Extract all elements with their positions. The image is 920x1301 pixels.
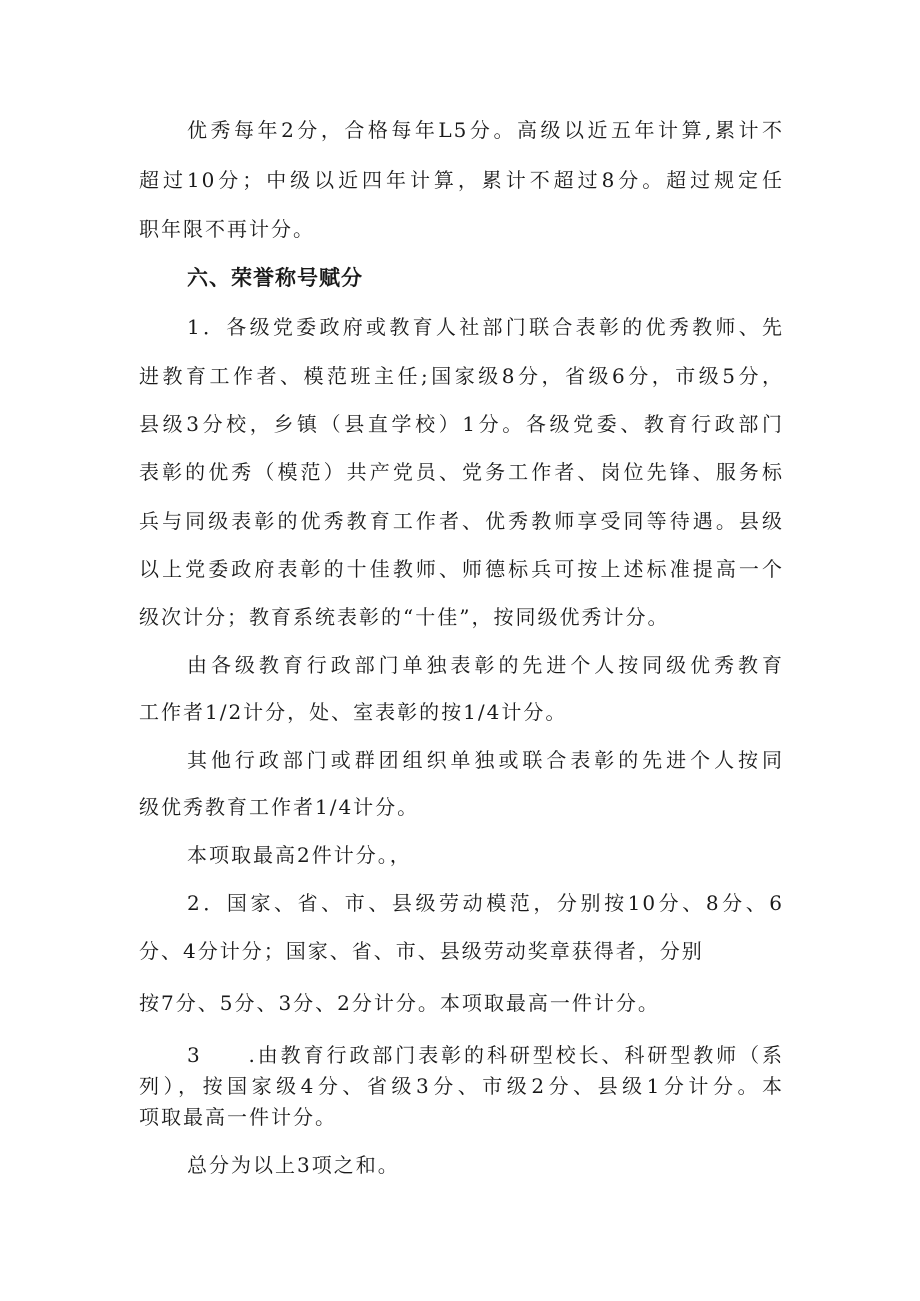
paragraph-1-line-1: 优秀每年2分，合格每年L5分。高级以近五年计算,累计不 [187, 118, 784, 142]
paragraph-6-line-1: 2．国家、省、市、县级劳动模范，分别按10分、8分、6 [187, 891, 784, 915]
paragraph-3-line-1: 由各级教育行政部门单独表彰的先进个人按同级优秀教育 [187, 653, 784, 677]
section-heading-six: 六、荣誉称号赋分 [187, 266, 363, 290]
paragraph-6-line-2: 分、4分计分；国家、省、市、县级劳动奖章获得者，分别 [139, 939, 704, 963]
paragraph-7-line-1: 3 .由教育行政部门表彰的科研型校长、科研型教师（系 [187, 1043, 784, 1067]
paragraph-7-line-3: 项取最高一件计分。 [139, 1105, 337, 1129]
paragraph-8-line-1: 总分为以上3项之和。 [187, 1153, 400, 1177]
paragraph-4-line-2: 级优秀教育工作者1/4计分。 [139, 795, 420, 819]
paragraph-5-line-1: 本项取最高2件计分。， [187, 843, 412, 867]
paragraph-3-line-2: 工作者1/2计分，处、室表彰的按1/4计分。 [139, 700, 568, 724]
paragraph-2-line-4: 表彰的优秀（模范）共产党员、党务工作者、岗位先锋、服务标 [139, 460, 784, 484]
paragraph-4-line-1: 其他行政部门或群团组织单独或联合表彰的先进个人按同 [187, 748, 784, 772]
paragraph-2-line-1: 1．各级党委政府或教育人社部门联合表彰的优秀教师、先 [187, 315, 784, 339]
paragraph-2-line-5: 兵与同级表彰的优秀教育工作者、优秀教师享受同等待遇。县级 [139, 509, 784, 533]
paragraph-1-line-2: 超过10分；中级以近四年计算，累计不超过8分。超过规定任 [139, 168, 784, 192]
paragraph-1-line-3: 职年限不再计分。 [139, 217, 315, 241]
paragraph-2-line-7: 级次计分；教育系统表彰的“十佳”，按同级优秀计分。 [139, 605, 670, 629]
paragraph-2-line-2: 进教育工作者、模范班主任;国家级8分，省级6分，市级5分， [139, 364, 784, 388]
paragraph-2-line-6: 以上党委政府表彰的十佳教师、师德标兵可按上述标准提高一个 [139, 557, 784, 581]
paragraph-6-line-3: 按7分、5分、3分、2分计分。本项取最高一件计分。 [139, 991, 660, 1015]
paragraph-2-line-3: 县级3分校，乡镇（县直学校）1分。各级党委、教育行政部门 [139, 412, 784, 436]
paragraph-7-line-2: 列），按国家级4分、省级3分、市级2分、县级1分计分。本 [139, 1074, 784, 1098]
